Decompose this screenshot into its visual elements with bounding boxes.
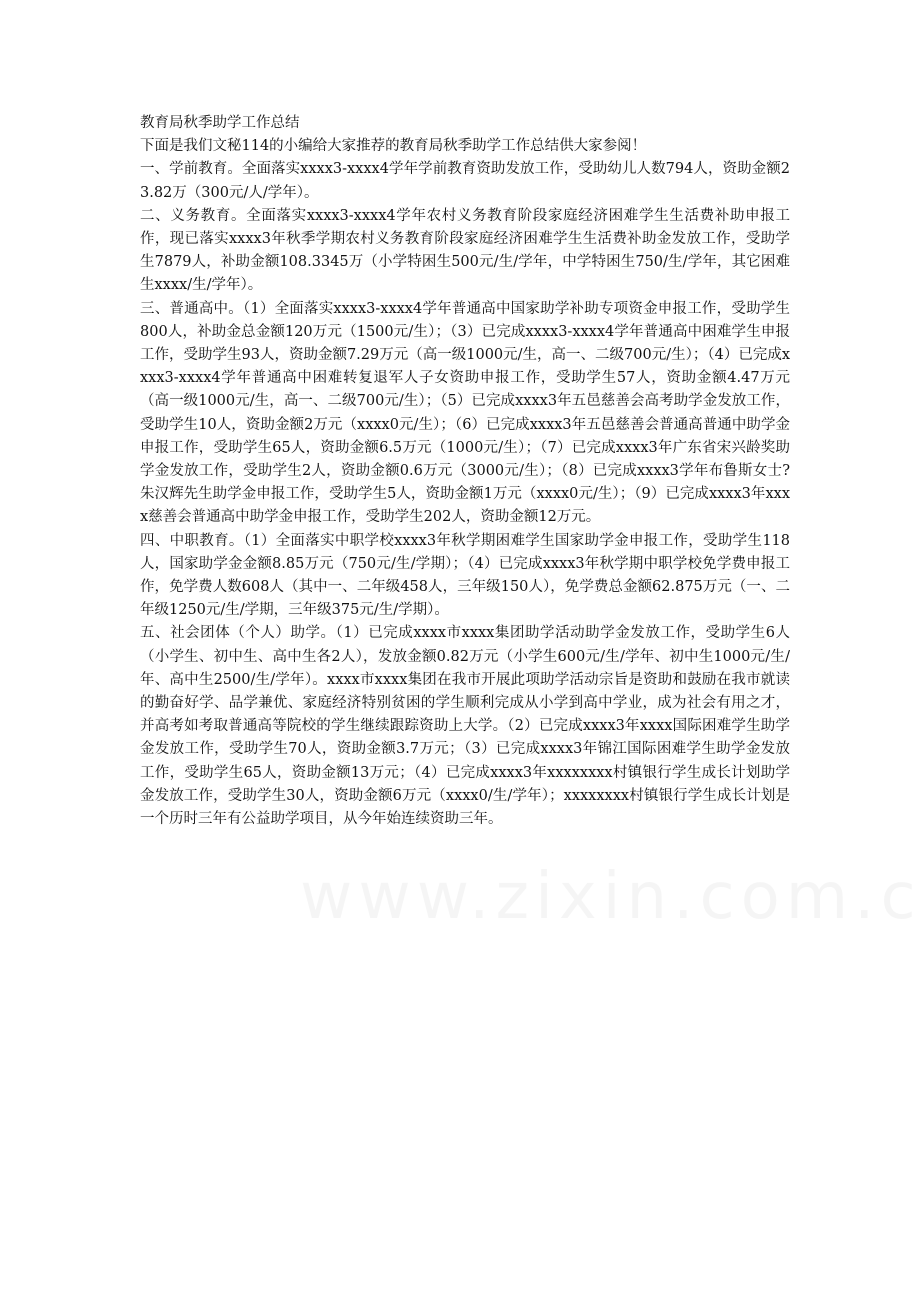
section-social-aid: 五、社会团体（个人）助学。（1）已完成xxxx市xxxx集团助学活动助学金发放工作，受助学生6人（小学生、初中生、高中生各2人），发放金额0.82万元（小学生600元/生/学年、初中生1000元/生/年、高中生2500/生/学年）。xxxx市xxxx集团在我市开展此项助学活动宗旨是资助和鼓励在我市就读的勤奋好学、品学兼优、家庭经济特别贫困的学生顺利完成从小学到高中学业，成为社会有用之才，并高考如考取普通高等院校的学生继续跟踪资助上大学。（2）已完成xxxx3年xxxx国际困难学生助学金发放工作，受助学生70人，资助金额3.7万元；（3）已完成xxxx3年锦江国际困难学生助学金发放工作，受助学生65人，资助金额13万元；（4）已完成xxxx3年xxxxxxxx村镇银行学生成长计划助学金发放工作，受助学生30人，资助金额6万元（xxxx0/生/学年）；xxxxxxxx村镇银行学生成长计划是一个历时三年有公益助学项目，从今年始连续资助三年。 xyxy=(140,625,790,828)
faint-watermark xyxy=(300,860,920,934)
section-compulsory: 二、义务教育。全面落实xxxx3-xxxx4学年农村义务教育阶段家庭经济困难学生生活费补助申报工作，现已落实xxxx3年秋季学期农村义务教育阶段家庭经济困难学生生活费补助金发放工作，受助学生7879人，补助金额108.3345万（小学特困生500元/生/学年，中学特困生750/生/学年，其它困难生xxxx/生/学年）。 xyxy=(140,207,790,294)
section-vocational: 四、中职教育。（1）全面落实中职学校xxxx3年秋学期困难学生国家助学金申报工作，受助学生118人，国家助学金金额8.85万元（750元/生/学期）；（4）已完成xxxx3年秋学期中职学校免学费申报工作，免学费人数608人（其中一、二年级458人，三年级150人），免学费总金额62.875万元（一、二年级1250元/生/学期，三年级375元/生/学期）。 xyxy=(140,532,790,619)
document-body xyxy=(140,112,790,831)
document-title: 教育局秋季助学工作总结 xyxy=(140,115,300,131)
section-preschool: 一、学前教育。全面落实xxxx3-xxxx4学年学前教育资助发放工作，受助幼儿人数794人，资助金额23.82万（300元/人/学年）。 xyxy=(140,161,790,201)
section-high-school: 三、普通高中。（1）全面落实xxxx3-xxxx4学年普通高中国家助学补助专项资金申报工作，受助学生800人，补助金总金额120万元（1500元/生）；（3）已完成xxxx3-xxxx4学年普通高中困难学生申报工作，受助学生93人，资助金额7.29万元（高一级1000元/生，高一、二级700元/生）；（4）已完成xxxx3-xxxx4学年普通高中困难转复退军人子女资助申报工作，受助学生57人，资助金额4.47万元（高一级1000元/生，高一、二级700元/生）；（5）已完成xxxx3年五邑慈善会高考助学金发放工作，受助学生10人，资助金额2万元（xxxx0元/生）；（6）已完成xxxx3年五邑慈善会普通高普通中助学金申报工作，受助学生65人，资助金额6.5万元（1000元/生）；（7）已完成xxxx3年广东省宋兴龄奖助学金发放工作，受助学生2人，资助金额0.6万元（3000元/生）；（8）已完成xxxx3学年布鲁斯女士?朱汉辉先生助学金申报工作，受助学生5人，资助金额1万元（xxxx0元/生）；（9）已完成xxxx3年xxxx慈善会普通高中助学金申报工作，受助学生202人，资助金额12万元。 xyxy=(140,300,790,526)
document-intro: 下面是我们文秘114的小编给大家推荐的教育局秋季助学工作总结供大家参阅！ xyxy=(140,138,647,155)
